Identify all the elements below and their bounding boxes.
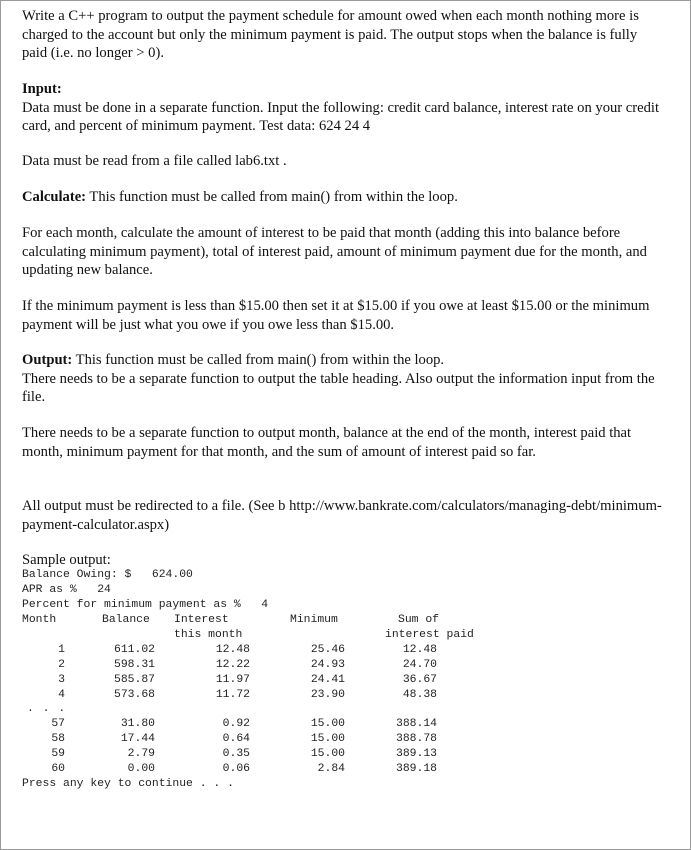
cell-interest: 0.06 [222,762,250,775]
output-heading: Output: [22,352,73,368]
header-month: Month [22,614,57,626]
cell-interest: 12.48 [215,644,250,656]
output-section [22,351,662,407]
cell-interest: 0.35 [222,747,250,760]
intro-paragraph: Write a C++ program to output the payment schedule for amount owed when each month nothing more is charged to the account but only the minimum payment is paid. The output stops when the balance is fully paid (i.e. no longer > 0). [22,8,639,61]
cell-balance: 31.80 [120,718,155,730]
cell-sum: 48.38 [402,688,437,701]
cell-balance: 2.79 [127,747,155,760]
columns-note: There needs to be a separate function to output month, balance at the end of the month, interest paid that month, minimum payment for that month, and the sum of amount of interest paid so far. [22,425,632,460]
sample-label: Sample output: [22,552,111,568]
cell-sum: 389.18 [395,762,437,775]
calculate-text: This function must be called from main() from within the loop. [86,189,458,205]
cell-interest: 12.22 [215,658,250,671]
header-minimum: Minimum [290,614,338,626]
calculate-details: For each month, calculate the amount of interest to be paid that month (adding this into balance before calculating minimum payment), total of interest paid, amount of minimum payment due for the month, and updating new balance. [22,225,647,278]
header-sum: Sum of [398,614,440,626]
cell-month: 1 [58,644,65,656]
cell-interest: 11.72 [215,688,250,701]
cell-sum: 12.48 [402,644,437,656]
cell-balance: 0.00 [127,762,155,775]
cell-month: 3 [58,673,65,686]
cell-minimum: 15.00 [310,718,345,730]
minimum-rule: If the minimum payment is less than $15.00 then set it at $15.00 if you owe at least $15.00 or the minimum payment will be just what you owe if you owe less than $15.00. [22,298,650,333]
cell-month: 57 [51,718,65,730]
redirect-note: All output must be redirected to a file. (See b http://www.bankrate.com/calculators/managing-debt/minimum-payment-calculator.aspx) [22,498,662,533]
header-interest: Interest [174,614,229,626]
cell-month: 4 [58,688,65,701]
input-section [22,80,662,136]
cell-month: 60 [51,762,65,775]
cell-minimum: 23.90 [310,688,345,701]
cell-balance: 17.44 [120,732,155,745]
press-key-line: Press any key to continue . . . [22,778,234,790]
cell-sum: 388.14 [395,718,437,730]
header-interest-sub: this month [174,629,243,641]
cell-month: 58 [51,732,65,745]
cell-interest: 0.92 [222,718,250,730]
output-text: This function must be called from main() from within the loop. [72,352,445,368]
input-text: Data must be done in a separate function. Input the following: credit card balance, interest rate on your credit card, and percent of minimum payment. Test data: 624 24 4 [22,99,660,134]
header-sum-sub: interest paid [385,629,474,641]
cell-balance: 611.02 [113,644,155,656]
cell-sum: 389.13 [395,747,437,760]
cell-interest: 0.64 [222,732,250,745]
cell-minimum: 15.00 [310,732,345,745]
calculate-section [22,188,662,207]
percent-line: Percent for minimum payment as % 4 [22,599,269,611]
apr-line: APR as % 24 [22,584,111,596]
cell-minimum: 2.84 [317,762,345,775]
file-note: Data must be read from a file called lab6.txt . [22,153,287,169]
output-heading-note: There needs to be a separate function to output the table heading. Also output the information input from the file. [22,370,655,405]
cell-balance: 573.68 [113,688,155,701]
cell-month: 59 [51,747,65,760]
cell-minimum: 15.00 [310,747,345,760]
cell-month: 2 [58,658,65,671]
cell-sum: 24.70 [402,658,437,671]
cell-minimum: 24.93 [310,658,345,671]
cell-sum: 36.67 [402,673,437,686]
cell-sum: 388.78 [395,732,437,745]
cell-interest: 11.97 [215,673,250,686]
cell-balance: 585.87 [113,673,155,686]
balance-line: Balance Owing: $ 624.00 [22,569,193,581]
input-heading: Input: [22,81,62,97]
ellipsis: . . . [27,703,67,715]
cell-balance: 598.31 [113,658,155,671]
cell-minimum: 24.41 [310,673,345,686]
cell-minimum: 25.46 [310,644,345,656]
calculate-heading: Calculate: [22,189,87,205]
header-balance: Balance [102,614,150,626]
